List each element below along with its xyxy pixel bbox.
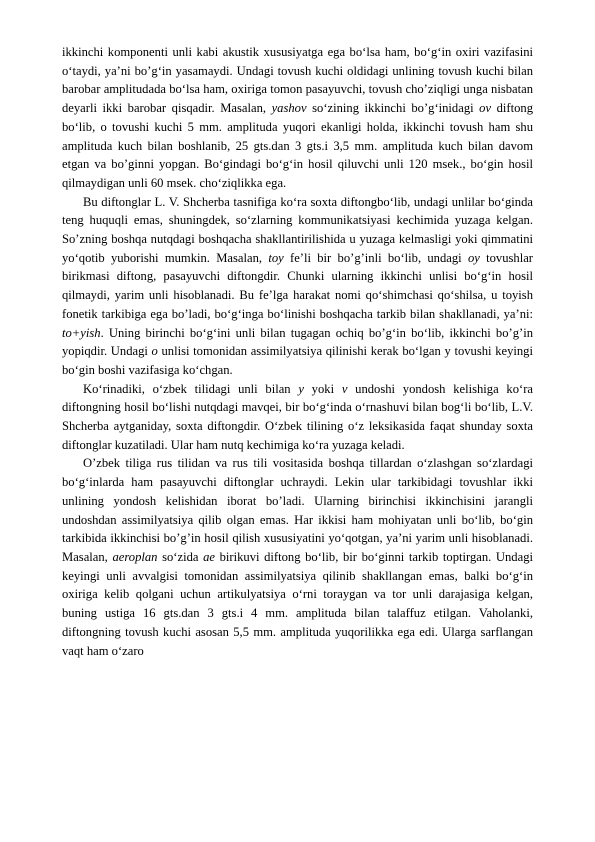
italic-term: oy: [467, 250, 480, 265]
italic-term: toy: [268, 250, 284, 265]
text-run: unlisi tomonidan assimilyatsiya qilinishi kerak boʻlgan y tovushi keyingi boʻgin boshi vazifasiga koʻchgan.: [62, 344, 533, 377]
text-run: Koʻrinadiki, oʻzbek tilidagi unli bilan: [83, 381, 299, 396]
italic-term: v: [341, 381, 348, 396]
text-run: birikuvi diftong boʻlib, bir boʻginni tarkib toptirgan. Undagi keyingi unli avvalgisi tomonidan assimilyatsiya qilinib shakllangan emas, balki boʻgʻin oxiriga kelib qolgani uchun artikulyatsiya oʻrni toraygan va tor unli darajasiga kelgan, buning ustiga 16 gts.dan 3 gts.i 4 mm. amplituda bilan talaffuz etilgan. Vaholanki, diftongning tovush kuchi asosan 5,5 mm. amplituda yuqorilikka ega edi. Ularga sarflangan vaqt ham oʻzaro: [62, 549, 533, 658]
text-run: soʻzida: [157, 549, 204, 564]
body-paragraph: [62, 380, 533, 455]
italic-term: y: [298, 381, 304, 396]
italic-term: o: [151, 344, 158, 359]
text-run: undoshi yondosh kelishiga koʻra diftongning hosil boʻlishi nutqdagi mavqei, bir boʻgʻinda oʻrnashuvi bilan bogʻli boʻlib, L.V. Shcherba aytganiday, soxta diftongdir. Oʻzbek tilining oʻz leksikasida faqat shunday soxta diftonglar kuzatiladi. Ular ham nutq kechimiga koʻra yuzaga keladi.: [62, 381, 534, 452]
italic-term: yashov: [271, 101, 307, 116]
italic-term: to+yish: [62, 325, 101, 340]
body-paragraph: [62, 43, 533, 193]
text-run: ikkinchi komponenti unli kabi akustik xususiyatga ega boʻlsa ham, boʻgʻin oxiri vazifasini oʻtaydi, yaʼni boʼgʻin yasamaydi. Undagi tovush kuchi oldidagi unlining tovush kuchi bilan barobar amplitudada boʻlsa ham, oxiriga tomon pasayuvchi, tovush choʼziqligi unga nisbatan deyarli ikki barobar qisqadir. Masalan,: [62, 45, 533, 116]
text-run: yoki: [303, 381, 342, 396]
text-run: soʻzining ikkinchi boʼgʻinidagi: [306, 101, 480, 116]
italic-term: ov: [479, 101, 492, 116]
text-run: feʼli bir boʼgʼinli boʻlib, undagi: [283, 250, 468, 265]
text-run: tovushlar birikmasi diftong, pasayuvchi diftongdir. Chunki ularning ikkinchi unlisi boʻgʻin hosil qilmaydi, yarim unli hisoblanadi. Bu feʼlga harakat nomi qoʻshimchasi qoʻshilsa, u toyish fonetik tarkibiga ega boʼladi, boʻgʻinga boʻlinishi boshqacha tarkib bilan shakllanadi, yaʼni:: [62, 250, 533, 321]
body-paragraph: [62, 454, 533, 660]
italic-term: aeroplan: [112, 549, 158, 564]
body-paragraph: [62, 193, 533, 380]
italic-term: ae: [203, 549, 215, 564]
text-run: diftong boʻlib, o tovushi kuchi 5 mm. amplituda yuqori ekanligi holda, ikkinchi tovush ham shu amplituda kuch bilan boshlanib, 25 gts.dan 3 gts.i 3,5 mm. amplituda kuch bilan davom etgan va boʼginni yopgan. Boʻgindagi boʻgʻin hosil qiluvchi unli 120 msek., boʻgin hosil qilmaydigan unli 60 msek. choʻziqlikka ega.: [62, 101, 533, 190]
document-page: [62, 43, 533, 660]
text-run: . Uning birinchi boʻgʻini unli bilan tugagan ochiq boʼgʻin boʻlib, ikkinchi boʼgʼin yopiqdir. Undagi: [62, 325, 533, 359]
text-run: Oʼzbek tiliga rus tilidan va rus tili vositasida boshqa tillardan oʻzlashgan soʻzlardagi boʻgʻinlarda ham pasayuvchi diftonglar uchraydi. Lekin ular tarkibidagi tovushlar ikki unlining yondosh kelishidan iborat boʼladi. Ularning birinchisi ikkinchisini jarangli undoshdan assimilyatsiya qilib olgan emas. Har ikkisi ham mohiyatan unli boʻlib, boʻgin tarkibida ikkinchisi boʼgʼin hosil qilish xususiyatini yoʻqotgan, yaʼni yarim unli hisoblanadi. Masalan,: [62, 456, 533, 564]
text-run: Bu diftonglar L. V. Shcherba tasnifiga koʻra soxta diftongboʻlib, undagi unlilar boʻginda teng huquqli emas, shuningdek, soʻzlarning kommunikatsiyasi kechimida yuzaga kelgan. Soʼzning boshqa nutqdagi boshqacha shakllantirilishida u yuzaga kelmasligi yoki qimmatini yoʻqotib yuborishi mumkin. Masalan,: [62, 194, 533, 265]
